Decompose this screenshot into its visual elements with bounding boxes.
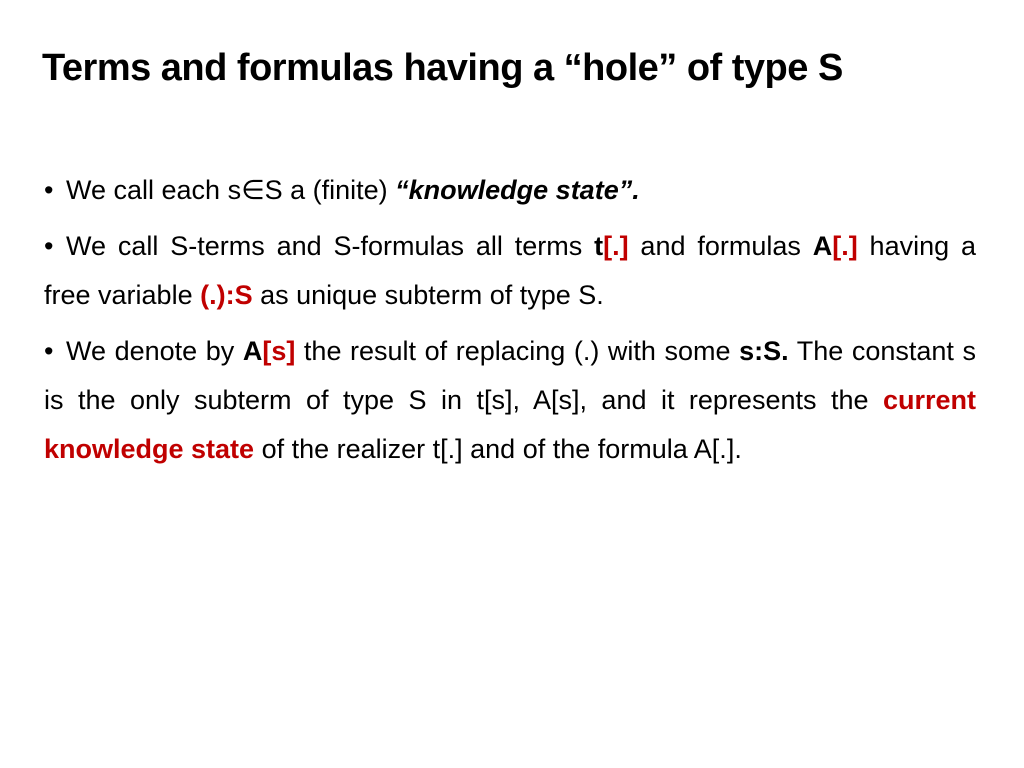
constant-s-type-S: s:S. [739, 336, 789, 366]
formula-A-hole: [.] [832, 231, 858, 261]
bullet-knowledge-state [44, 166, 976, 215]
bullet3-text-d: of the realizer t[.] and of the formula A[.]. [254, 434, 742, 464]
free-variable: (.):S [200, 280, 253, 310]
current-knowledge-state: current knowledge state [44, 385, 976, 464]
bullet1-text-a: We call each s [66, 175, 242, 205]
bullet2-text-a: We call S-terms and S-formulas all terms [66, 231, 595, 261]
bullet2-text-b: and formulas [628, 231, 813, 261]
bullet-mark: • [44, 175, 54, 205]
bullet2-text-d: as unique subterm of type S. [252, 280, 604, 310]
element-of-symbol: ∈ [241, 175, 265, 205]
bullet1-text-b: S a (finite) [264, 175, 396, 205]
bullet2-text-c: having a free variable [44, 231, 976, 310]
formula-A: A [242, 336, 263, 366]
formula-A: A [812, 231, 833, 261]
bullet-mark: • [44, 231, 54, 261]
slide-body [44, 166, 976, 481]
bullet-replacement [44, 327, 976, 474]
bullet3-text-c: The constant s is the only subterm of type S in t[s], A[s], and it represents the [44, 336, 976, 415]
term-t-hole: [.] [603, 231, 629, 261]
bullet-s-terms [44, 222, 976, 320]
bullet-mark: • [44, 336, 54, 366]
slide-title: Terms and formulas having a “hole” of type S [42, 47, 843, 89]
term-t: t [594, 231, 604, 261]
bullet3-text-a: We denote by [66, 336, 243, 366]
bullet3-text-b: the result of replacing (.) with some [295, 336, 740, 366]
knowledge-state-term: “knowledge state”. [395, 175, 640, 205]
formula-A-s: [s] [262, 336, 296, 366]
